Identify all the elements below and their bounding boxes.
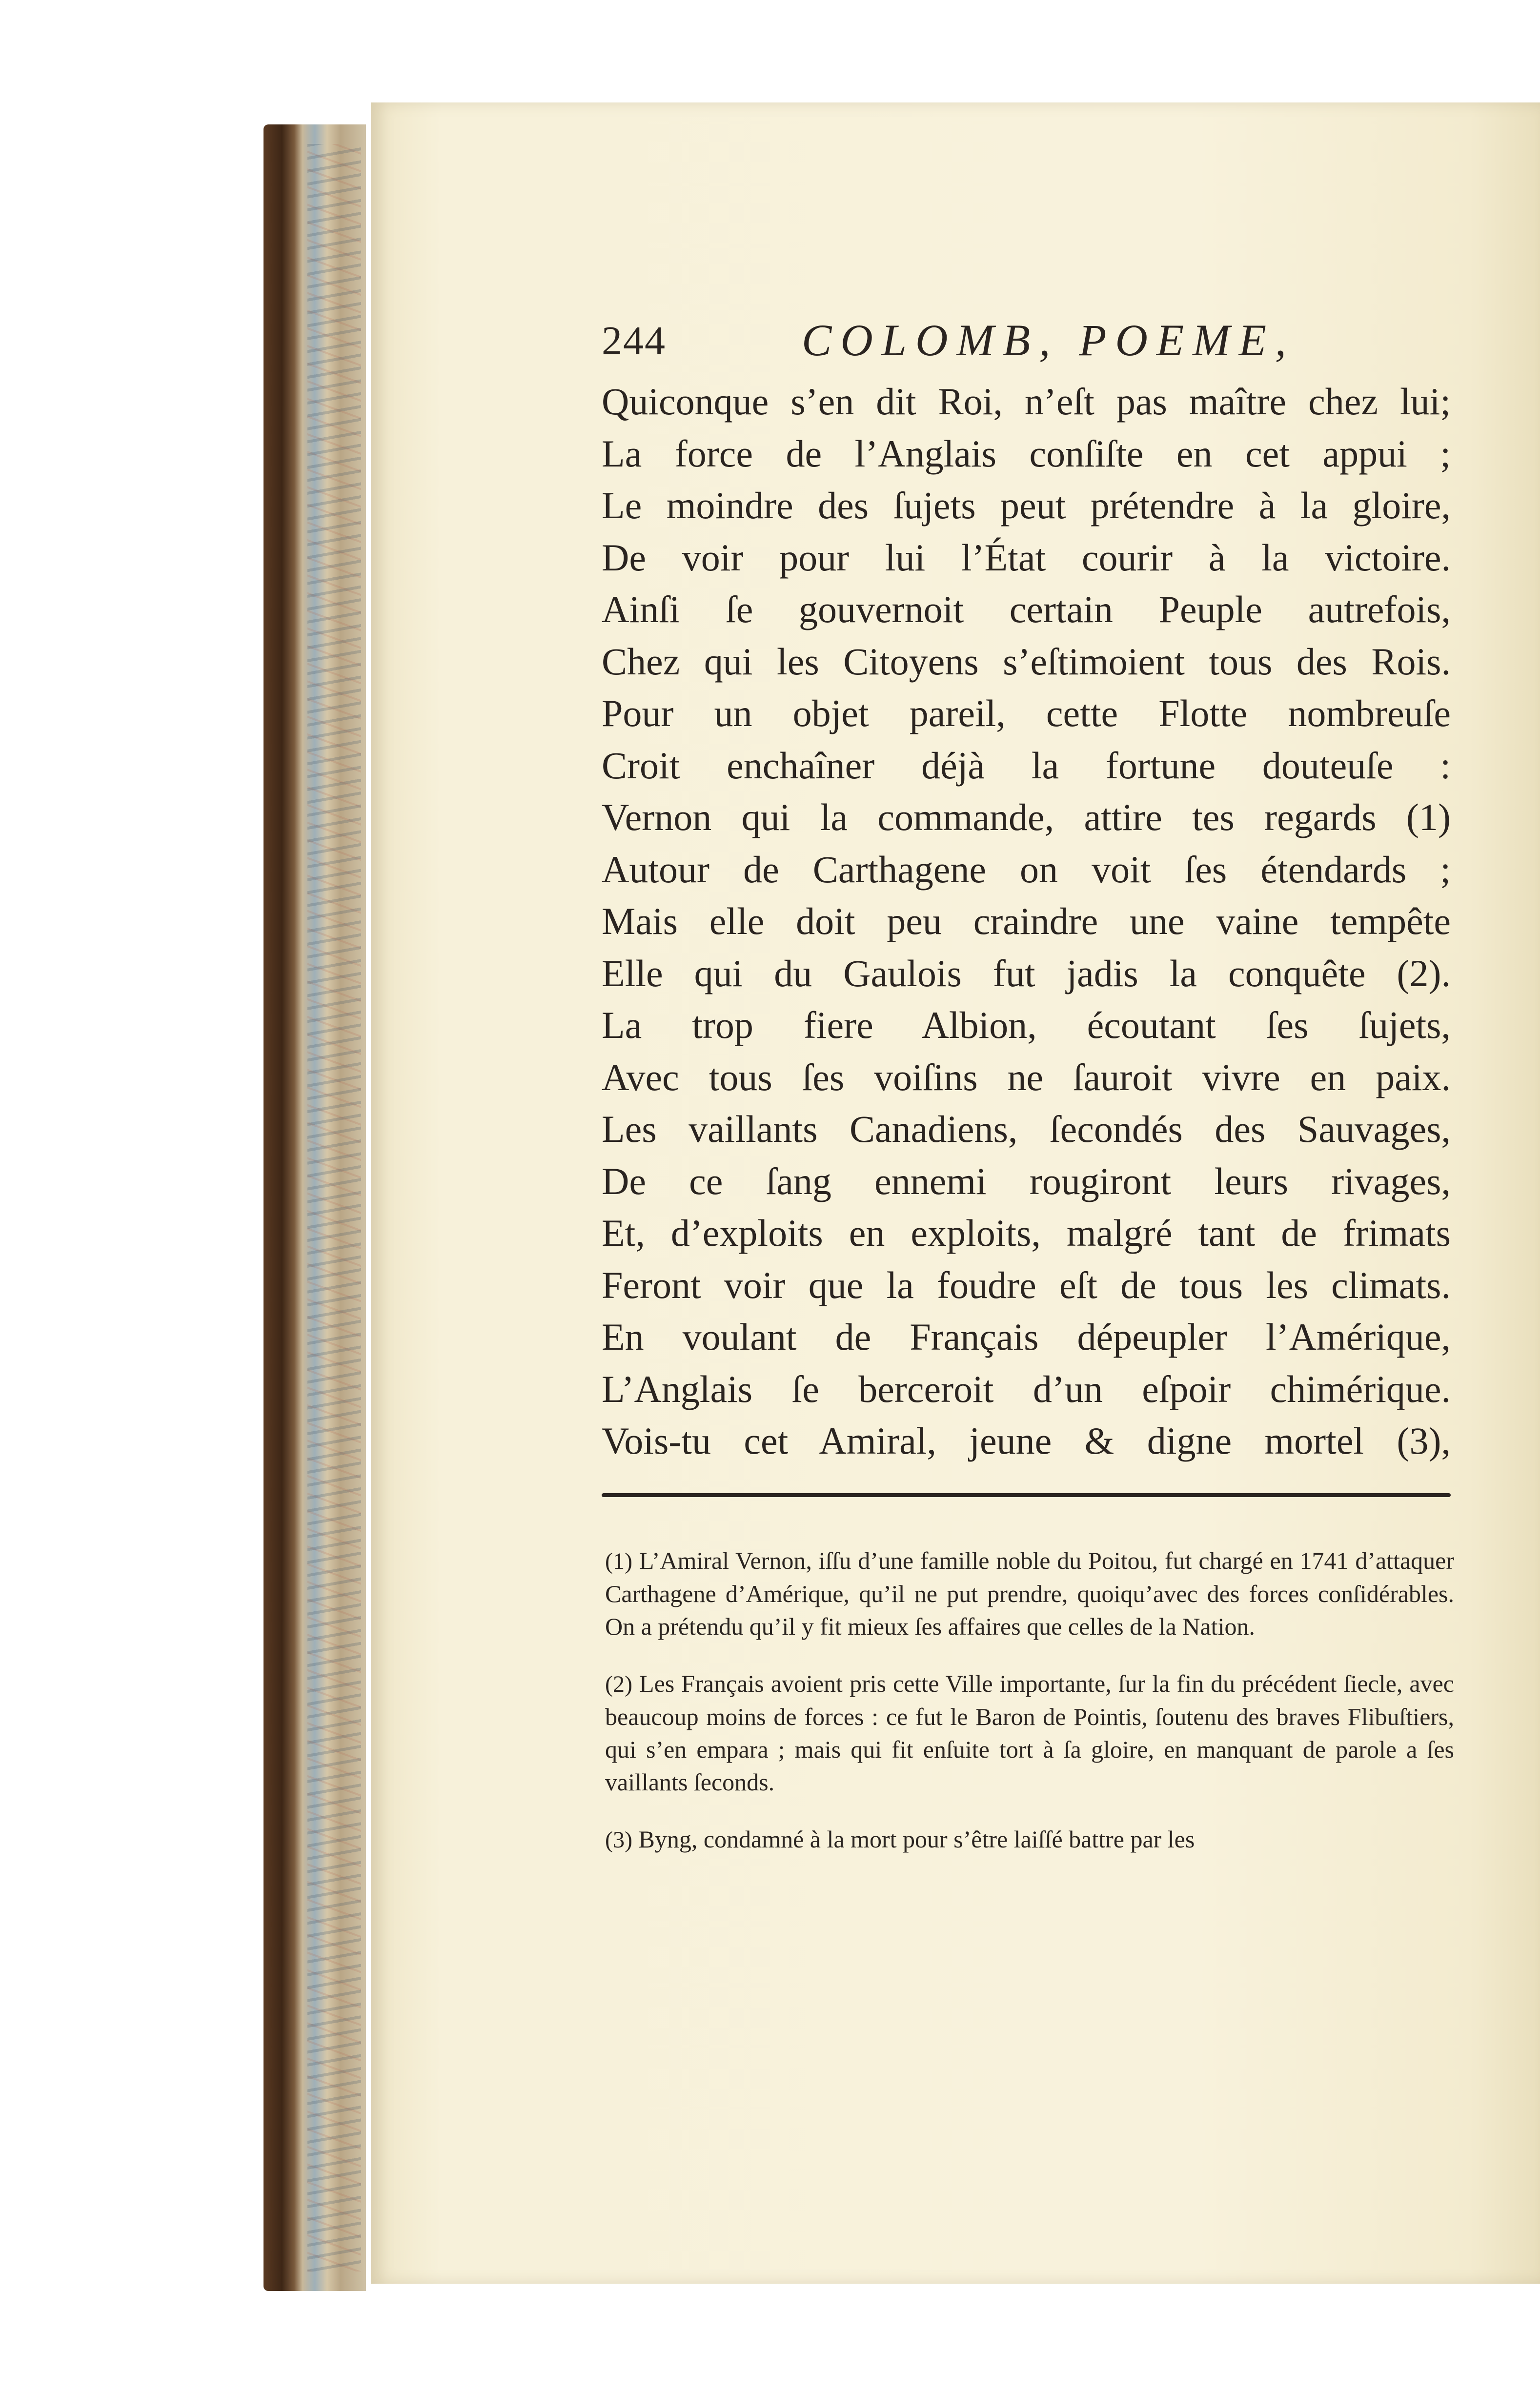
verse-list [602,376,1451,1467]
footnote [605,1667,1454,1799]
verse-line: Avec tous ſes voiſins ne ſauroit vivre en paix. [602,1055,1451,1098]
verse-line: Les vaillants Canadiens, ſecondés des Sauvages, [602,1108,1451,1150]
verse-line: Feront voir que la foudre eſt de tous les climats. [602,1263,1451,1306]
footnote-ref: (1) [605,1548,632,1574]
verse-line: En voulant de Français dépeupler l’Amérique, [602,1316,1451,1358]
footnote-text: Byng, condamné à la mort pour s’être laiſſé battre par les [638,1825,1195,1853]
page-number: 244 [602,318,666,364]
main-text-block [602,307,1451,1467]
verse-line: Ainſi ſe gouvernoit certain Peuple autrefois, [602,588,1451,630]
verse-line: L’Anglais ſe berceroit d’un eſpoir chimérique. [602,1367,1451,1410]
footnote [605,1544,1454,1643]
verse-line: Autour de Carthagene on voit ſes étendards ; [602,848,1451,891]
book-spine-edge [263,124,366,2291]
verse-line: Et, d’exploits en exploits, malgré tant de frimats [602,1212,1451,1254]
verse-line: Le moindre des ſujets peut prétendre à la gloire, [602,484,1451,527]
verse-line: Mais elle doit peu craindre une vaine tempête [602,900,1451,942]
footnote-text: L’Amiral Vernon, iſſu d’une famille noble du Poitou, fut chargé en 1741 d’attaquer Carthagene d’Amérique, qu’il ne put prendre, quoiqu’avec des forces conſidérables. On a prétendu qu’il y fit mieux ſes affaires que celles de la Nation. [605,1547,1455,1640]
running-title: COLOMB, POEME, [802,315,1295,365]
verse-line: La force de l’Anglais conſiſte en cet appui ; [602,432,1451,475]
verse-line: Quiconque s’en dit Roi, n’eſt pas maître chez lui; [602,380,1451,423]
footnote [605,1823,1454,1856]
verse-line: De ce ſang ennemi rougiront leurs rivages, [602,1159,1451,1202]
footnote-ref: (2) [605,1671,632,1697]
verse-line: La trop fiere Albion, écoutant ſes ſujets, [602,1004,1451,1046]
verse-line: Vois-tu cet Amiral, jeune & digne mortel (3), [602,1420,1451,1462]
footnote-ref: (3) [605,1827,632,1853]
verse-line: Pour un objet pareil, cette Flotte nombreuſe [602,692,1451,734]
verse-line: Vernon qui la commande, attire tes regards (1) [602,796,1451,838]
verse-line: Elle qui du Gaulois fut jadis la conquête (2). [602,952,1451,994]
verse-line: De voir pour lui l’État courir à la victoire. [602,536,1451,579]
footnote-divider-rule [602,1493,1451,1497]
footnote-text: Les Français avoient pris cette Ville importante, ſur la fin du précédent ſiecle, avec beaucoup moins de forces : ce fut le Baron de Pointis, ſoutenu des braves Flibuſtiers, qui s’en empara ; mais qui fit enſuite tort à ſa gloire, en manquant de parole a ſes vaillants ſeconds. [605,1670,1455,1796]
verse-line: Chez qui les Citoyens s’eſtimoient tous des Rois. [602,640,1451,683]
verse-line: Croit enchaîner déjà la fortune douteuſe : [602,744,1451,787]
page-header [602,307,1451,371]
footnotes-block [605,1520,1454,1867]
marbled-page-edge [307,144,361,2271]
